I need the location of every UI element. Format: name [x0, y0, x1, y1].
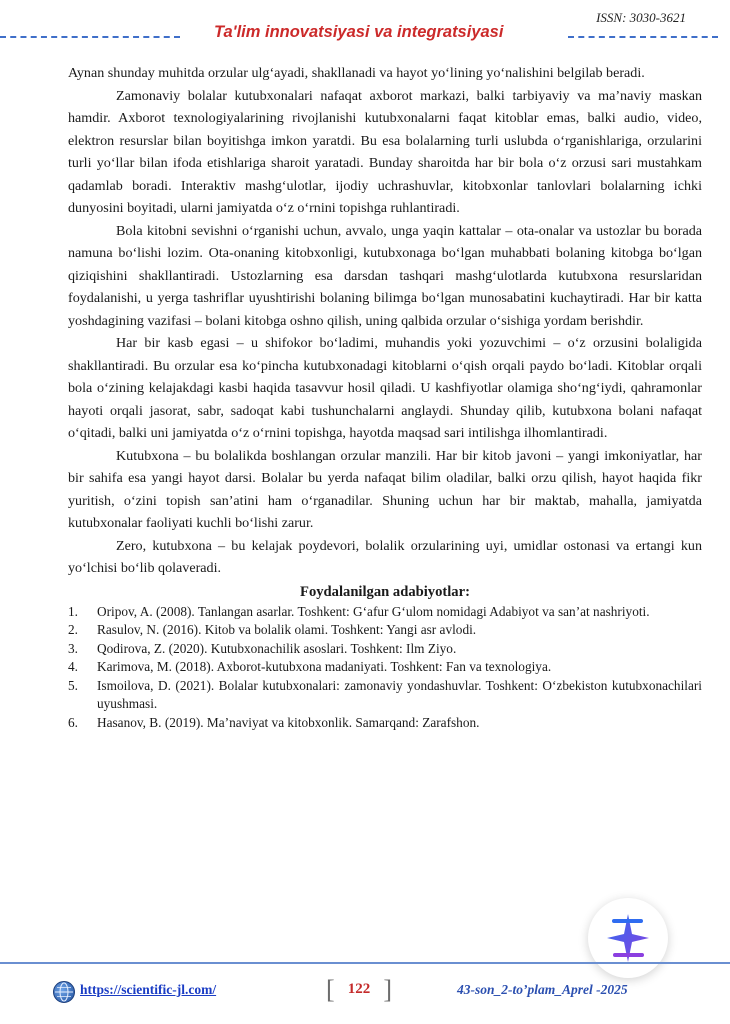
reference-number: 6. — [68, 714, 78, 730]
paragraph: Aynan shunday muhitda orzular ulg‘ayadi, shakllanadi va hayot yo‘lining yo‘nalishini belgilab beradi. — [68, 65, 645, 81]
header-divider-left — [0, 36, 180, 38]
article-body — [68, 62, 702, 732]
journal-website-link[interactable]: https://scientific-jl.com/ — [80, 982, 217, 997]
reference-item — [68, 677, 702, 714]
globe-icon — [53, 981, 75, 1003]
issue-label: 43-son_2-to’plam_Aprel -2025 — [457, 982, 628, 997]
sparkle-logo-icon — [605, 912, 651, 964]
references-list — [68, 603, 702, 733]
paragraph: Zero, kutubxona – bu kelajak poydevori, bolalik orzularining uyi, umidlar ostonasi va ertangi kun yo‘lchisi bo‘lib qolaveradi. — [68, 537, 702, 576]
reference-number: 3. — [68, 640, 78, 656]
reference-text: Rasulov, N. (2016). Kitob va bolalik olami. Toshkent: Yangi asr avlodi. — [97, 622, 477, 637]
page-bracket-left: [ — [326, 975, 335, 1004]
reference-text: Ismoilova, D. (2021). Bolalar kutubxonalari: zamonaviy yondashuvlar. Toshkent: O‘zbekiston kutubxonachilari uyushmasi. — [97, 677, 702, 711]
reference-number: 1. — [68, 603, 78, 619]
reference-number: 5. — [68, 677, 78, 693]
page-number-box — [326, 976, 392, 1006]
reference-item — [68, 640, 702, 659]
paragraph: Bola kitobni sevishni o‘rganishi uchun, avvalo, unga yaqin kattalar – ota-onalar va ustozlar bu borada namuna bo‘lishi lozim. Ota-onaning kitobxonligi, kutubxonaga bo‘lgan muhabbati bolaning kitobga bo‘lgan qiziqishini shakllantiradi. Ustozlarning esa darsdan tashqari mashg‘ulotlarda kutubxona resurslaridan foydalanishi, u yerga tashriflar uyushtirishi bolaning bilimga bo‘lgan munosabatini kuchaytiradi. Har bir katta yoshdagining vazifasi – bolani kitobga oshno qilish, uning qalbida orzular o‘sishiga yordam berishdir. — [68, 222, 702, 329]
reference-item — [68, 603, 702, 622]
footer-divider — [0, 962, 730, 964]
journal-title: Ta'lim innovatsiyasi va integratsiyasi — [214, 23, 504, 41]
reference-text: Oripov, A. (2008). Tanlangan asarlar. Toshkent: G‘afur G‘ulom nomidagi Adabiyot va san’at nashriyoti. — [97, 603, 650, 619]
reference-number: 2. — [68, 622, 78, 637]
journal-header — [0, 22, 730, 48]
reference-item — [68, 714, 702, 733]
issn-label: ISSN: 3030-3621 — [596, 10, 686, 25]
references-title: Foydalanilgan adabiyotlar: — [300, 583, 470, 600]
reference-text: Qodirova, Z. (2020). Kutubxonachilik asoslari. Toshkent: Ilm Ziyo. — [97, 640, 457, 656]
page-number: 122 — [347, 981, 371, 997]
floating-app-badge[interactable] — [588, 898, 668, 978]
paragraph: Kutubxona – bu bolalikda boshlangan orzular manzili. Har bir kitob javoni – yangi imkoniyatlar, har bir sahifa esa yangi hayot darsi. Bolalar bu yerda nafaqat bilim oladilar, balki orzu qilish, hayot haqida fikr yuritish, o‘zini topish san’atini ham o‘rganadilar. Shuning uchun har bir maktab, mahalla, jamiyatda kutubxonalar faoliyati kuchli bo‘lishi zarur. — [68, 447, 702, 531]
reference-text: Karimova, M. (2018). Axborot-kutubxona madaniyati. Toshkent: Fan va texnologiya. — [97, 659, 552, 674]
header-divider-right — [568, 36, 718, 38]
reference-item — [68, 621, 702, 640]
reference-number: 4. — [68, 659, 78, 674]
paragraph: Zamonaviy bolalar kutubxonalari nafaqat axborot markazi, balki tarbiyaviy va ma’naviy maskan hamdir. Axborot texnologiyalarining rivojlanishi kutubxonalarni faqat kitoblar emas, balki audio, video, elektron resurslar bilan boyitishga imkon yaratdi. Bu esa bolalarning turli uslubda o‘rganishlariga, orzularini turli yo‘llar bilan ifoda etishlariga sharoit yaratadi. Bunday sharoitda har bir bola o‘z orzusi sari mustahkam qadamlab boradi. Interaktiv mashg‘ulotlar, ijodiy uchrashuvlar, kitobxonlar tanlovlari bolalarning ichki dunyosini boyitadi, ularni jamiyatda o‘z o‘rnini topishga ruhlantiradi. — [68, 87, 702, 216]
page-bracket-right: ] — [383, 975, 392, 1004]
reference-text: Hasanov, B. (2019). Ma’naviyat va kitobxonlik. Samarqand: Zarafshon. — [97, 714, 480, 730]
paragraph: Har bir kasb egasi – u shifokor bo‘ladimi, muhandis yoki yozuvchimi – o‘z orzusini bolaligida shakllantiradi. Bu orzular esa ko‘pincha kutubxonadagi kitoblarni o‘qish orqali paydo bo‘ladi. Kitoblar orqali bola o‘zining kelajakdagi kasbi haqida tasavvur hosil qiladi. U kashfiyotlar olamiga sho‘ng‘iydi, qahramonlar hayoti orqali jasorat, sabr, sadoqat kabi tushunchalarni anglaydi. Shunday qilib, kutubxona bolani nafaqat o‘qitadi, balki uni jamiyatda o‘z o‘rnini topishga, hayotda maqsad sari intilishga ilhomlantiradi. — [68, 335, 702, 441]
reference-item — [68, 658, 702, 677]
